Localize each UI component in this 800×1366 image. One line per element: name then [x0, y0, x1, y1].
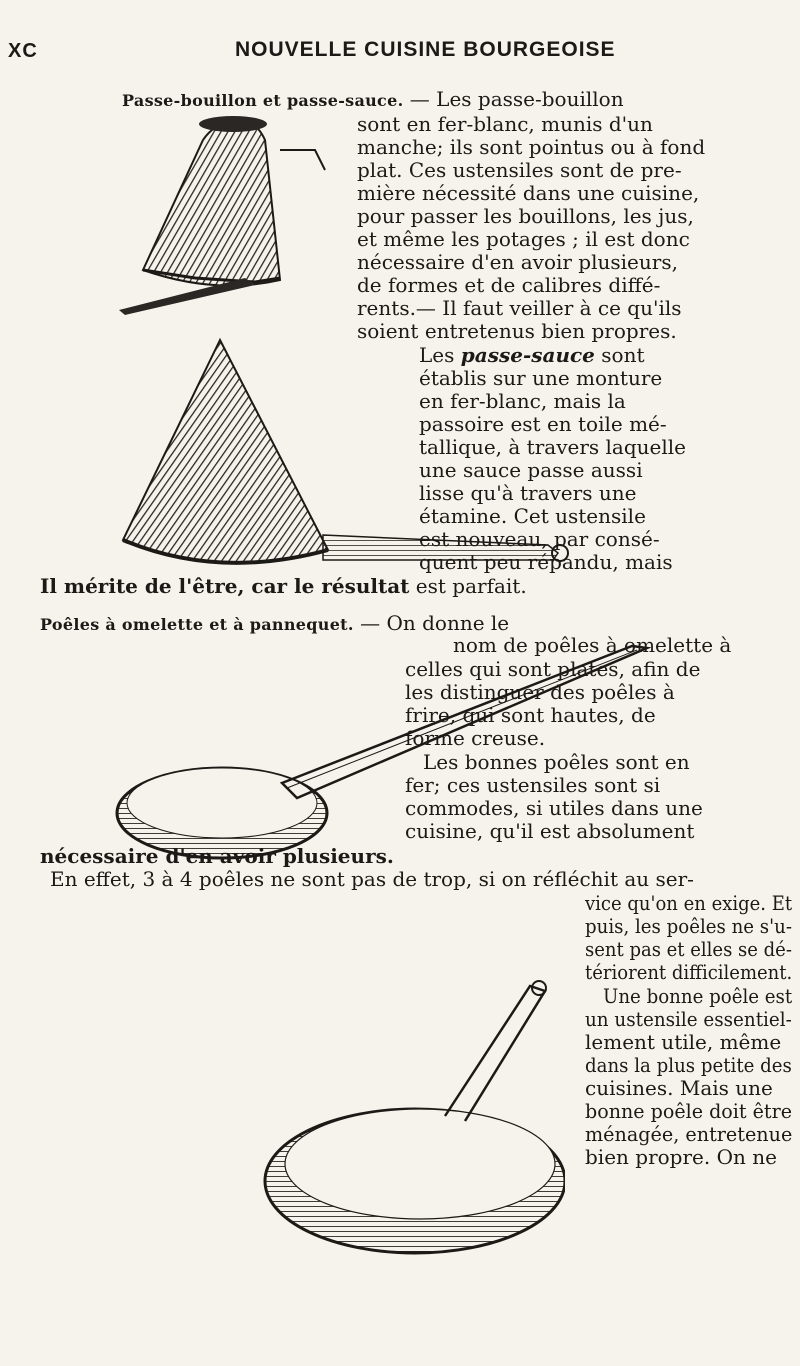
section1-line-2: manche; ils sont pointus ou à fond — [357, 135, 706, 159]
section1-heading: Passe-bouillon et passe-sauce. — [122, 91, 404, 110]
section2-heading: Poêles à omelette et à pannequet. — [40, 615, 354, 634]
section2-line2-11: bien propre. On ne — [585, 1145, 777, 1169]
section1-line-10: soient entretenus bien propres. — [357, 319, 677, 343]
section2-line2-4: Une bonne poêle est — [603, 984, 793, 1008]
para2-last-rest: est parfait. — [415, 574, 527, 598]
section1-para2-first — [419, 344, 645, 367]
para2-line-6: étamine. Cet ustensile — [419, 504, 646, 528]
section1-line-9: rents.— Il faut veiller à ce qu'ils — [357, 296, 682, 320]
para2-term: passe-sauce — [460, 343, 595, 367]
section1-line-4: mière nécessité dans une cuisine, — [357, 181, 700, 205]
section2-line-6: fer; ces ustensiles sont si — [405, 773, 661, 797]
section2-line2-8: cuisines. Mais une — [585, 1076, 773, 1100]
section1-first-line — [122, 88, 624, 112]
section1-line-1: sont en fer-blanc, munis d'un — [357, 112, 653, 136]
para2-line-3: tallique, à travers laquelle — [419, 435, 686, 459]
section2-line-8: cuisine, qu'il est absolument — [405, 819, 695, 843]
para2-rest-first: sont — [601, 343, 645, 367]
section1-line-0: Les passe-bouillon — [436, 87, 624, 111]
section2-first-line — [40, 612, 509, 636]
para2-line-5: lisse qu'à travers une — [419, 481, 637, 505]
page-number: XC — [8, 40, 38, 62]
para2-line-0: établis sur une monture — [419, 366, 663, 390]
frying-pan-illustration — [235, 976, 565, 1276]
section2-line-1: celles qui sont plates, afin de — [405, 657, 701, 681]
section1-line-6: et même les potages ; il est donc — [357, 227, 690, 251]
section2-line2-0: vice qu'on en exige. Et — [585, 891, 793, 915]
section2-line2-6: lement utile, même — [585, 1030, 782, 1054]
section2-line-0: nom de poêles à omelette à — [453, 633, 732, 657]
section2-line2-3: tériorent difficilement. — [585, 960, 793, 984]
section2-line2-5: un ustensile essentiel- — [585, 1007, 792, 1031]
para2-les: Les — [419, 343, 455, 367]
section2-line-4: forme creuse. — [405, 726, 546, 750]
section2-line-7: commodes, si utiles dans une — [405, 796, 703, 820]
section2-first: On donne le — [386, 611, 510, 635]
para2-line-1: en fer-blanc, mais la — [419, 389, 626, 413]
section1-line-3: plat. Ces ustensiles sont de pre- — [357, 158, 682, 182]
section2-line2-2: sent pas et elles se dé- — [585, 937, 792, 961]
section2-line2-1: puis, les poêles ne s'u- — [585, 914, 792, 938]
para2-last-line — [40, 575, 527, 598]
section2-line-5: Les bonnes poêles sont en — [423, 750, 690, 774]
section2-line2-9: bonne poêle doit être — [585, 1099, 793, 1123]
section2-dash: — — [360, 611, 381, 635]
section2-full-line: En effet, 3 à 4 poêles ne sont pas de trop, si on réfléchit au ser- — [50, 867, 694, 891]
section2-bold-start: nécessaire d'en avoir plusieurs. — [40, 844, 394, 868]
running-title: NOUVELLE CUISINE BOURGEOISE — [235, 38, 616, 61]
section1-line-8: de formes et de calibres diffé- — [357, 273, 661, 297]
para2-line-2: passoire est en toile mé- — [419, 412, 667, 436]
conical-strainer-illustration — [115, 110, 355, 325]
para2-line-4: une sauce passe aussi — [419, 458, 643, 482]
section1-line-5: pour passer les bouillons, les jus, — [357, 204, 694, 228]
section1-line-7: nécessaire d'en avoir plusieurs, — [357, 250, 678, 274]
section2-line2-7: dans la plus petite des — [585, 1053, 792, 1077]
section2-line-3: frire, qui sont hautes, de — [405, 703, 656, 727]
para2-line-7: est nouveau, par consé- — [419, 527, 660, 551]
section1-dash: — — [409, 87, 430, 111]
para2-last-bold: Il mérite de l'être, car le résultat — [40, 574, 410, 598]
para2-line-8: quent peu répandu, mais — [419, 550, 673, 574]
section2-line-2: les distinguer des poêles à — [405, 680, 675, 704]
section2-line2-10: ménagée, entretenue — [585, 1122, 793, 1146]
